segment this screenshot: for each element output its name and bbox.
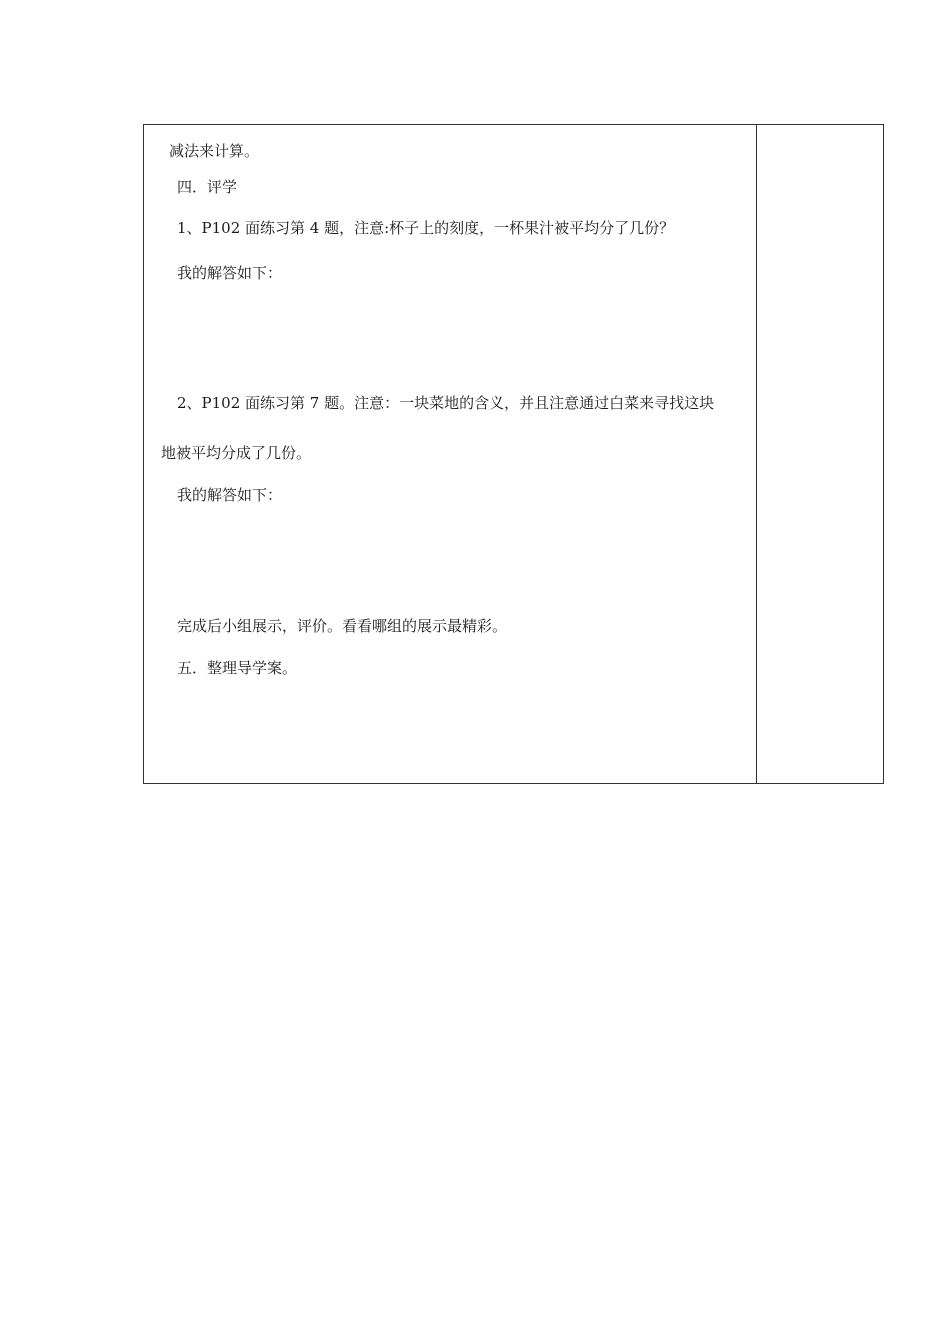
exercise-2-continued: 地被平均分成了几份。 xyxy=(161,444,312,462)
exercise-2-text: 2、P102 面练习第 7 题。注意：一块菜地的含义，并且注意通过白菜来寻找这块 xyxy=(177,394,715,412)
lesson-table xyxy=(143,124,884,784)
section-heading-evaluate: 四．评学 xyxy=(177,178,238,196)
notes-cell xyxy=(757,125,883,783)
section-heading-organize: 五．整理导学案。 xyxy=(177,659,298,677)
exercise-1-text: 1、P102 面练习第 4 题，注意:杯子上的刻度，一杯果汁被平均分了几份？ xyxy=(177,219,675,237)
answer-prompt-1: 我的解答如下： xyxy=(177,264,283,282)
answer-prompt-2: 我的解答如下： xyxy=(177,486,283,504)
text-line-subtraction: 减法来计算。 xyxy=(169,142,260,160)
group-presentation-text: 完成后小组展示，评价。看看哪组的展示最精彩。 xyxy=(177,617,508,635)
